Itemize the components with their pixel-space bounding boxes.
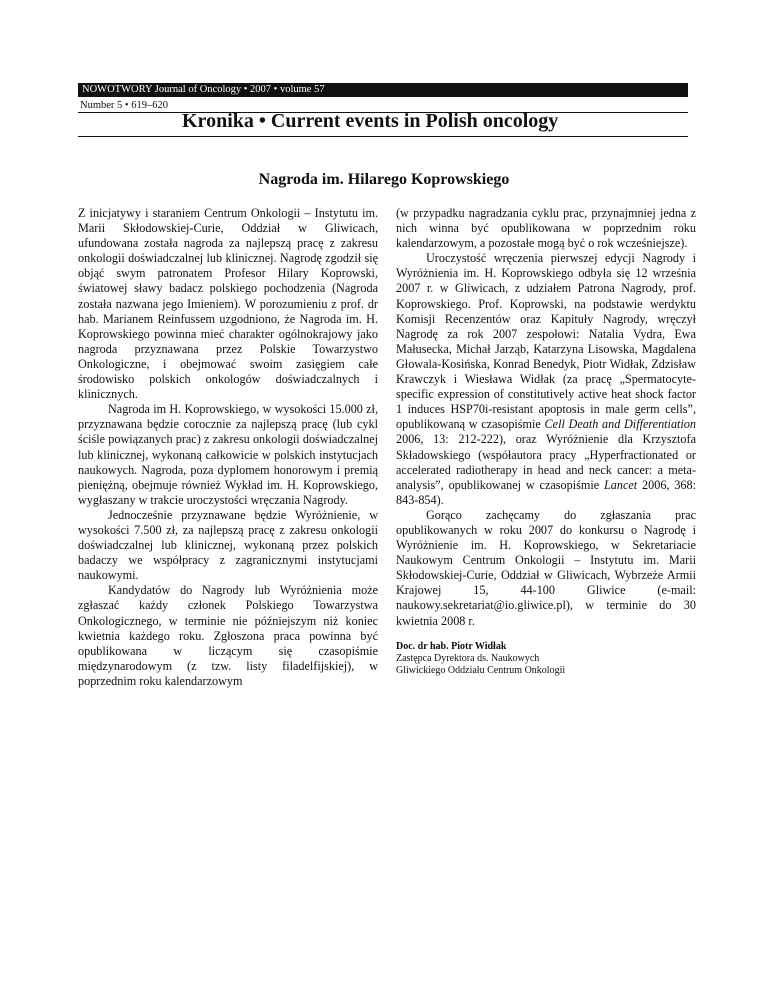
paragraph-3: Jednocześnie przyznawane będzie Wyróżnienie, w wysokości 7.500 zł, za najlepszą pracę z zakresu onkologii doświadczalnej lub klinicznej, wykonaną przez polskich badaczy we współpracy z zagranicznymi instytucjami naukowymi.: [78, 507, 378, 583]
paragraph-6: [396, 251, 696, 508]
paragraph-4: Kandydatów do Nagrody lub Wyróżnienia może zgłaszać każdy członek Polskiego Towarzystwa Onkologicznego, w terminie nie późniejszym niż koniec kwietnia każdego roku. Zgłoszona praca powinna być opublikowana w liczącym się czasopiśmie międzynarodowym (z tzw. listy filadelfijskiej), w poprzednim roku kalendarzowym: [78, 583, 378, 688]
paragraph-6-text-b: 2006, 13: 212-222), oraz Wyróżnienie dla Krzysztofa Składowskiego (współautora pracy „Hyperfractionated or accelerated radiotherapy in head and neck cancer: a meta-analysis”, opublikowanej w czasopiśmie: [396, 432, 696, 492]
paragraph-6-text-c: 2006, 368: 843-854).: [396, 477, 697, 507]
left-column: [78, 206, 378, 689]
paragraph-7: Gorąco zachęcamy do zgłaszania prac opublikowanych w roku 2007 do konkursu o Nagrodę i Wyróżnienie im. H. Koprowskiego, w Sekretariacie Naukowym Centrum Onkologii – Instytutu im. Marii Skłodowskiej-Curie, Oddział w Gliwicach, Wybrzeże Armii Krajowej 15, 44-100 Gliwice (e-mail: naukowy.sekretariat@io.gliwice.pl), w terminie do 30 kwietnia 2008 r.: [396, 507, 696, 628]
signature-name: Doc. dr hab. Piotr Widłak: [396, 640, 507, 652]
paragraph-2: Nagroda im H. Koprowskiego, w wysokości 15.000 zł, przyznawana będzie corocznie za najlepszą pracę (lub cykl ściśle powiązanych prac) z zakresu onkologii doświadczalnej lub klinicznej, wykonaną całkowicie w polskich instytucjach naukowych. Nagroda, poza dyplomem honorowym i premią pieniężną, obejmuje również Wykład im. H. Koprowskiego, wygłaszany w trakcie uroczystości wręczania Nagrody.: [78, 402, 378, 507]
paragraph-1: Z inicjatywy i staraniem Centrum Onkologii – Instytutu im. Marii Skłodowskiej-Curie, Oddział w Gliwicach, ufundowana została nagroda za najlepszą pracę z zakresu onkologii doświadczalnej lub klinicznej. Nagrodę zgodził się objąć swym patronatem Profesor Hilary Koprowski, światowej sławy badacz polskiego pochodzenia (Nagroda została nazwana jego Imieniem). W porozumieniu z prof. dr hab. Marianem Reinfussem uzgodniono, że Nagroda im. H. Koprowskiego powinna mieć charakter ogólnokrajowy jako nagroda przyznawana przez Polskie Towarzystwo Onkologiczne, i obejmować swoim zasięgiem całe środowisko polskich onkologów doświadczalnych i klinicznych.: [78, 206, 378, 402]
journal-banner: [78, 83, 688, 97]
signature-block: [396, 641, 696, 677]
article-title: Nagroda im. Hilarego Koprowskiego: [258, 171, 510, 188]
journal-name-cell-death: Cell Death and Differentiation: [544, 417, 696, 432]
signature-role: Zastępca Dyrektora ds. Naukowych: [396, 652, 540, 664]
header-rule-bottom: [78, 136, 688, 137]
paragraph-5: (w przypadku nagradzania cyklu prac, przynajmniej jedna z nich winna być opublikowana w poprzednim roku kalendarzowym, a pozostałe mogą być o rok wcześniejsze).: [396, 206, 696, 251]
paragraph-6-text-a: Uroczystość wręczenia pierwszej edycji Nagrody i Wyróżnienia im. H. Koprowskiego odbyła się 12 września 2007 r. w Gliwicach, z udziałem Patrona Nagrody, prof. Koprowskiego. Prof. Koprowski, na podstawie werdyktu Komisji Recenzentów oraz Kapituły Nagrody, wręczył Nagrodę za rok 2007 zespołowi: Natalia Vydra, Ewa Małusecka, Michał Jarząb, Katarzyna Lisowska, Magdalena Głowala-Kosińska, Konrad Benedyk, Piotr Widłak, Zdzisław Krawczyk i Wiesława Widłak (za pracę „Spermatocyte-specific expression of constitutively active heat shock factor 1 induces HSP70i-resistant apoptosis in male germ cells”, opublikowaną w czasopiśmie: [396, 251, 696, 432]
journal-line: NOWOTWORY Journal of Oncology • 2007 • volume 57: [82, 84, 325, 95]
right-column: [396, 206, 696, 677]
journal-name-lancet: Lancet: [604, 477, 638, 492]
section-title: Kronika • Current events in Polish oncology: [182, 110, 559, 132]
signature-affiliation: Gliwickiego Oddziału Centrum Onkologii: [396, 664, 566, 676]
issue-line: Number 5 • 619–620: [80, 100, 168, 111]
